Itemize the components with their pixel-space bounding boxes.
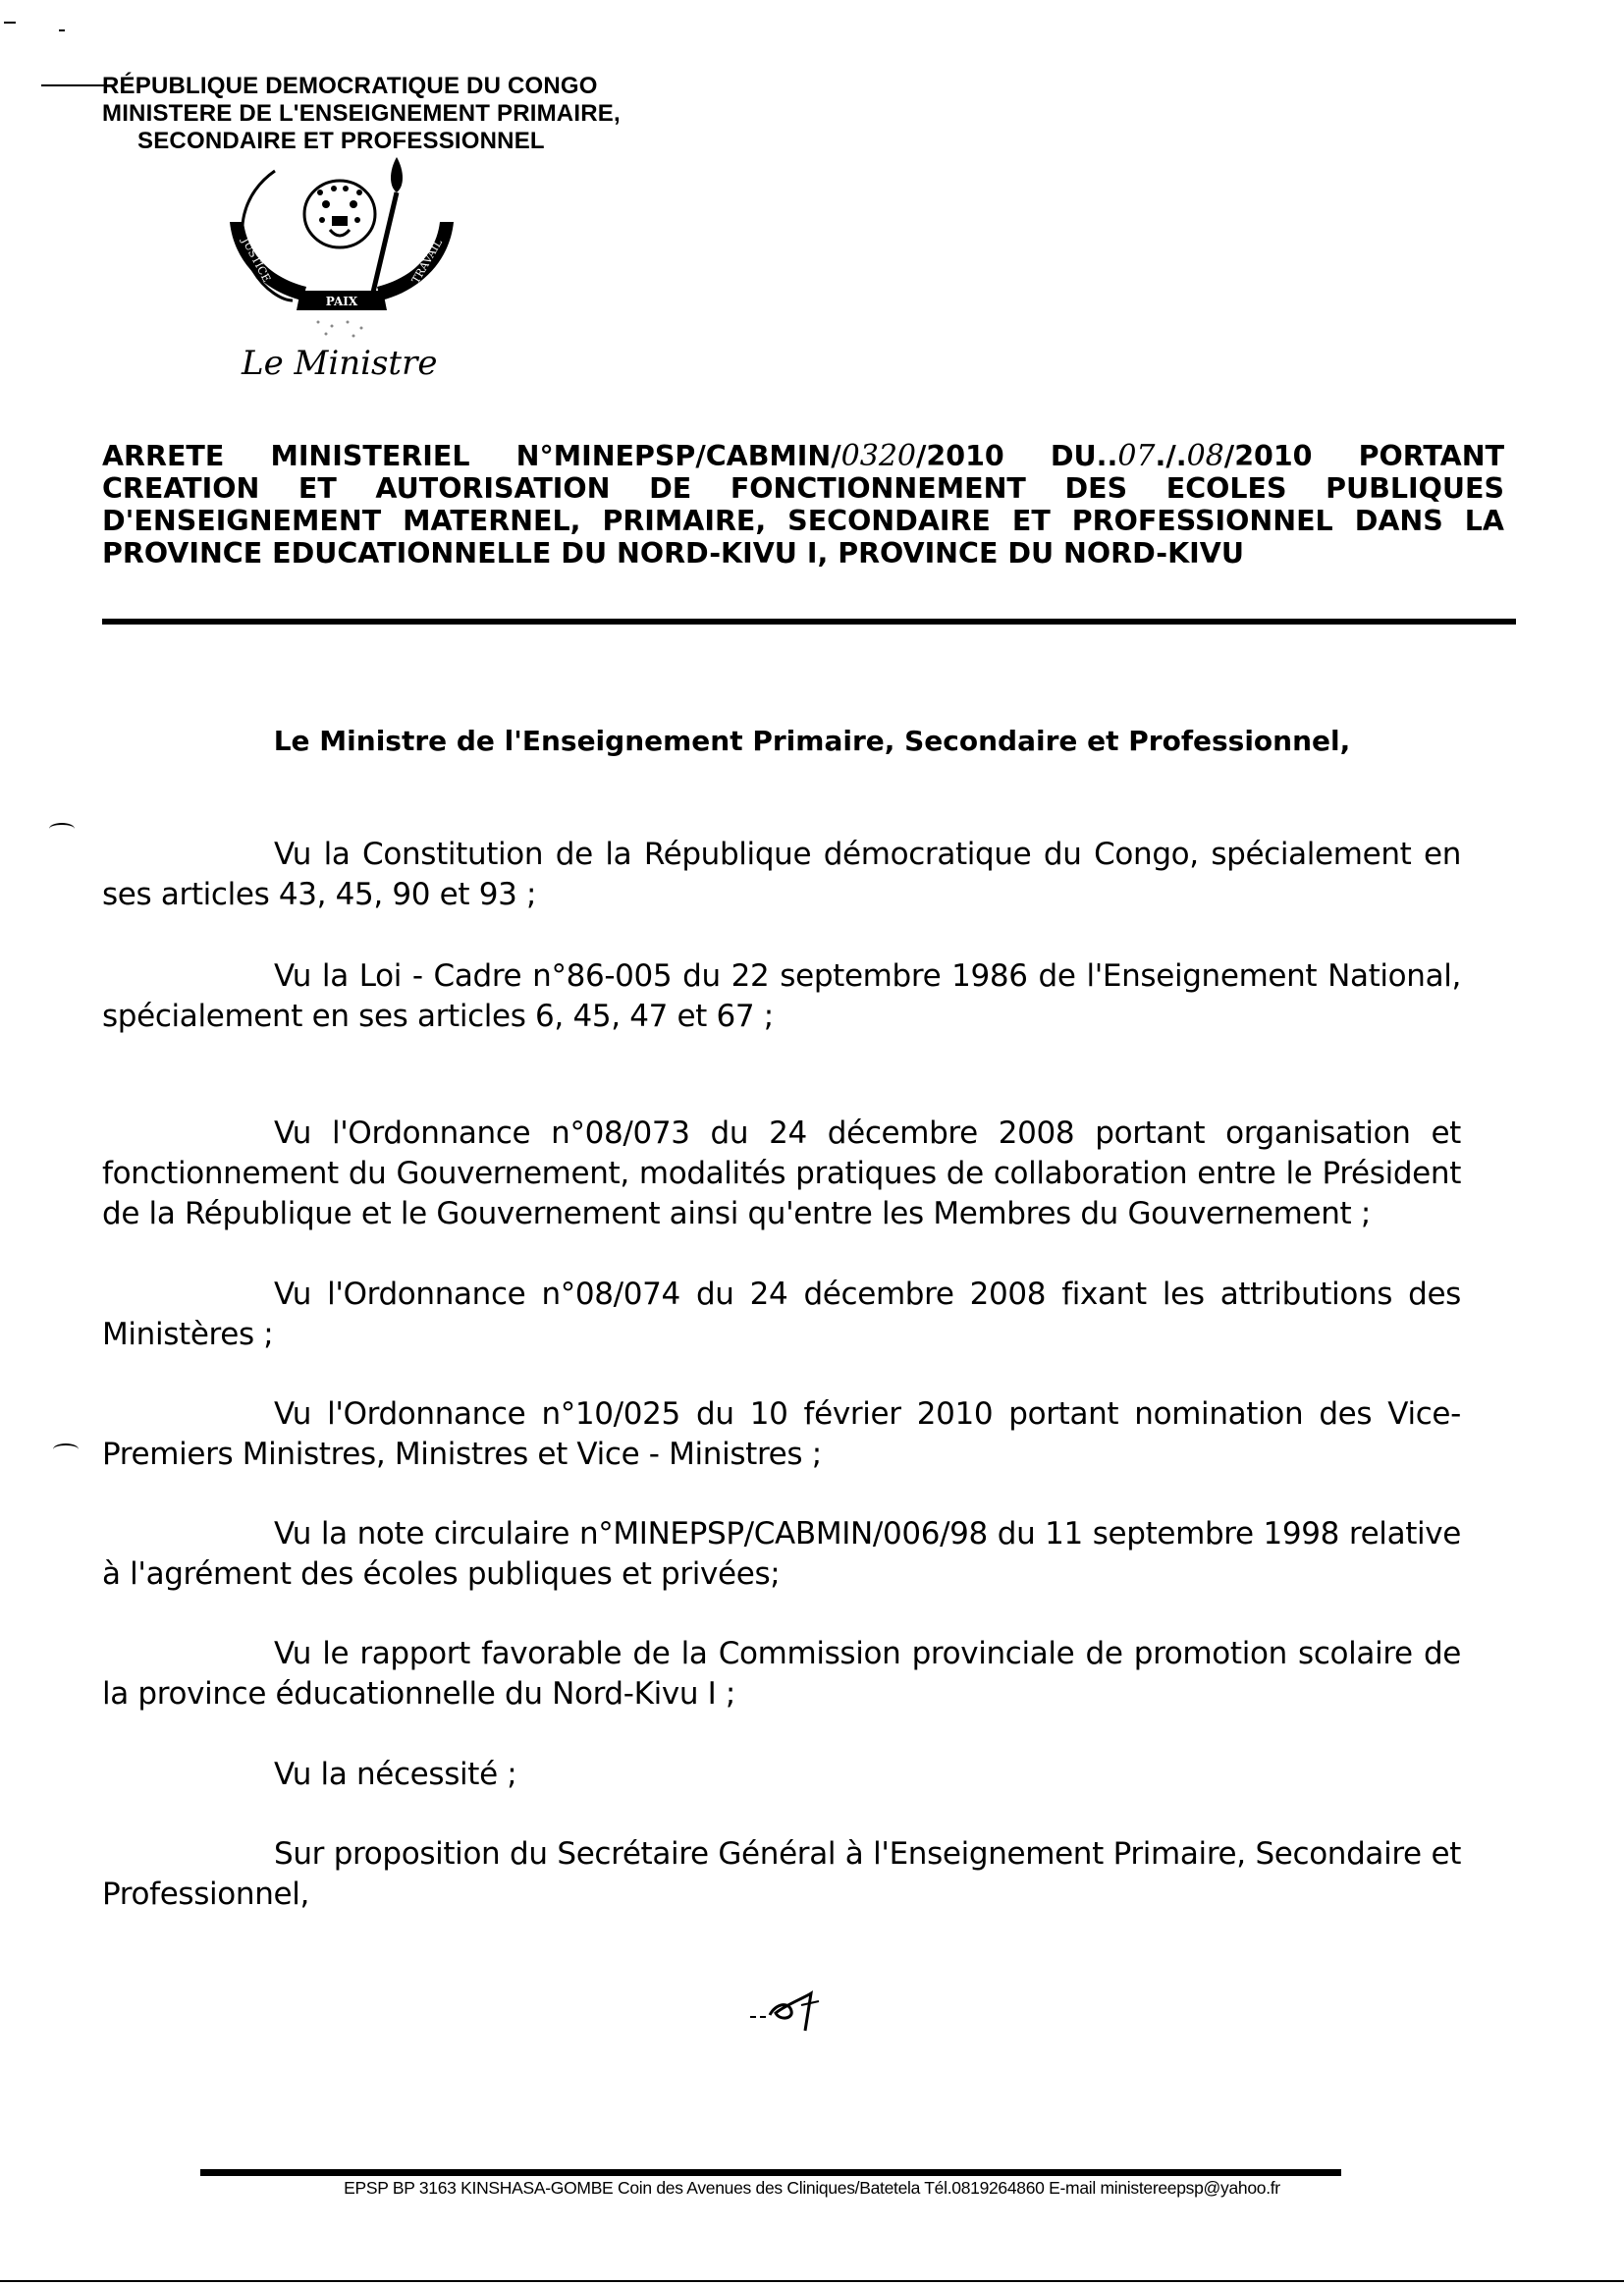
minister-signature-label: Le Ministre [242,344,438,383]
recital-proposition: Sur proposition du Secrétaire Général à l'Enseignement Primaire, Secondaire et Professionnel, [102,1836,1461,1912]
banner-left-text: JUSTICE [239,235,274,285]
initials-paraph [746,1976,835,2035]
letterhead [102,73,621,155]
recital-rapport: Vu le rapport favorable de la Commission provinciale de promotion scolaire de la province éducationnelle du Nord-Kivu I ; [102,1636,1461,1712]
recital-note-circulaire: Vu la note circulaire n°MINEPSP/CABMIN/006/98 du 11 septembre 1998 relative à l'agrément des écoles publiques et privées; [102,1516,1461,1592]
decree-month-handwritten: 08 [1186,439,1224,473]
footer-contact: EPSP BP 3163 KINSHASA-GOMBE Coin des Avenues des Cliniques/Batetela Tél.0819264860 E-mail ministereepsp@yahoo.fr [344,2178,1280,2198]
footer-divider [200,2169,1341,2176]
decree-day-handwritten: 07 [1117,439,1156,473]
page-bottom-edge [0,2280,1624,2282]
scan-mark [4,22,16,24]
recital-ordonnance-073: Vu l'Ordonnance n°08/073 du 24 décembre 2008 portant organisation et fonctionnement du Gouvernement, modalités pratiques de collaboration entre le Président de la République et le Gouvernement ainsi qu'entre les Membres du Gouvernement ; [102,1116,1461,1231]
letterhead-ministry: MINISTERE DE L'ENSEIGNEMENT PRIMAIRE, [102,100,621,127]
scan-mark [59,29,65,31]
title-part2: /2010 DU.. [916,440,1118,472]
recital-ordonnance-074: Vu l'Ordonnance n°08/074 du 24 décembre 2008 fixant les attributions des Ministères ; [102,1277,1461,1352]
letterhead-ministry-cont: SECONDAIRE ET PROFESSIONNEL [137,128,545,154]
recital-constitution: Vu la Constitution de la République démocratique du Congo, spécialement en ses articles 43, 45, 90 et 93 ; [102,837,1461,912]
title-part1: ARRETE MINISTERIEL N°MINEPSP/CABMIN/ [102,440,841,472]
recital-loi-cadre: Vu la Loi - Cadre n°86-005 du 22 septembre 1986 de l'Enseignement National, spécialement en ses articles 6, 45, 47 et 67 ; [102,958,1461,1034]
banner-right-text: TRAVAIL [408,237,445,286]
recital-necessite: Vu la nécessité ; [274,1757,517,1792]
title-date-separator: ./. [1155,440,1187,472]
recital-ordonnance-025: Vu l'Ordonnance n°10/025 du 10 février 2010 portant nomination des Vice-Premiers Ministres, Ministres et Vice - Ministres ; [102,1396,1461,1472]
margin-mark [53,1443,79,1455]
title-divider [102,619,1516,625]
margin-mark [49,823,75,835]
title-part3: /2010 PORTANT CREATION ET AUTORISATION DE FONCTIONNEMENT DES ECOLES PUBLIQUES D'ENSEIGNEMENT MATERNEL, PRIMAIRE, SECONDAIRE ET PROFESSIONNEL DANS LA PROVINCE EDUCATIONNELLE DU NORD-KIVU I, PROVINCE DU NORD-KIVU [102,440,1505,570]
letterhead-country: RÉPUBLIQUE DEMOCRATIQUE DU CONGO [102,73,598,99]
coat-of-arms-emblem [224,153,460,350]
decree-number-handwritten: 0320 [840,439,917,473]
minister-heading: Le Ministre de l'Enseignement Primaire, Secondaire et Professionnel, [273,725,1351,757]
banner-center-text: PAIX [325,295,358,308]
scan-mark [41,84,104,86]
decree-title [102,440,1504,570]
